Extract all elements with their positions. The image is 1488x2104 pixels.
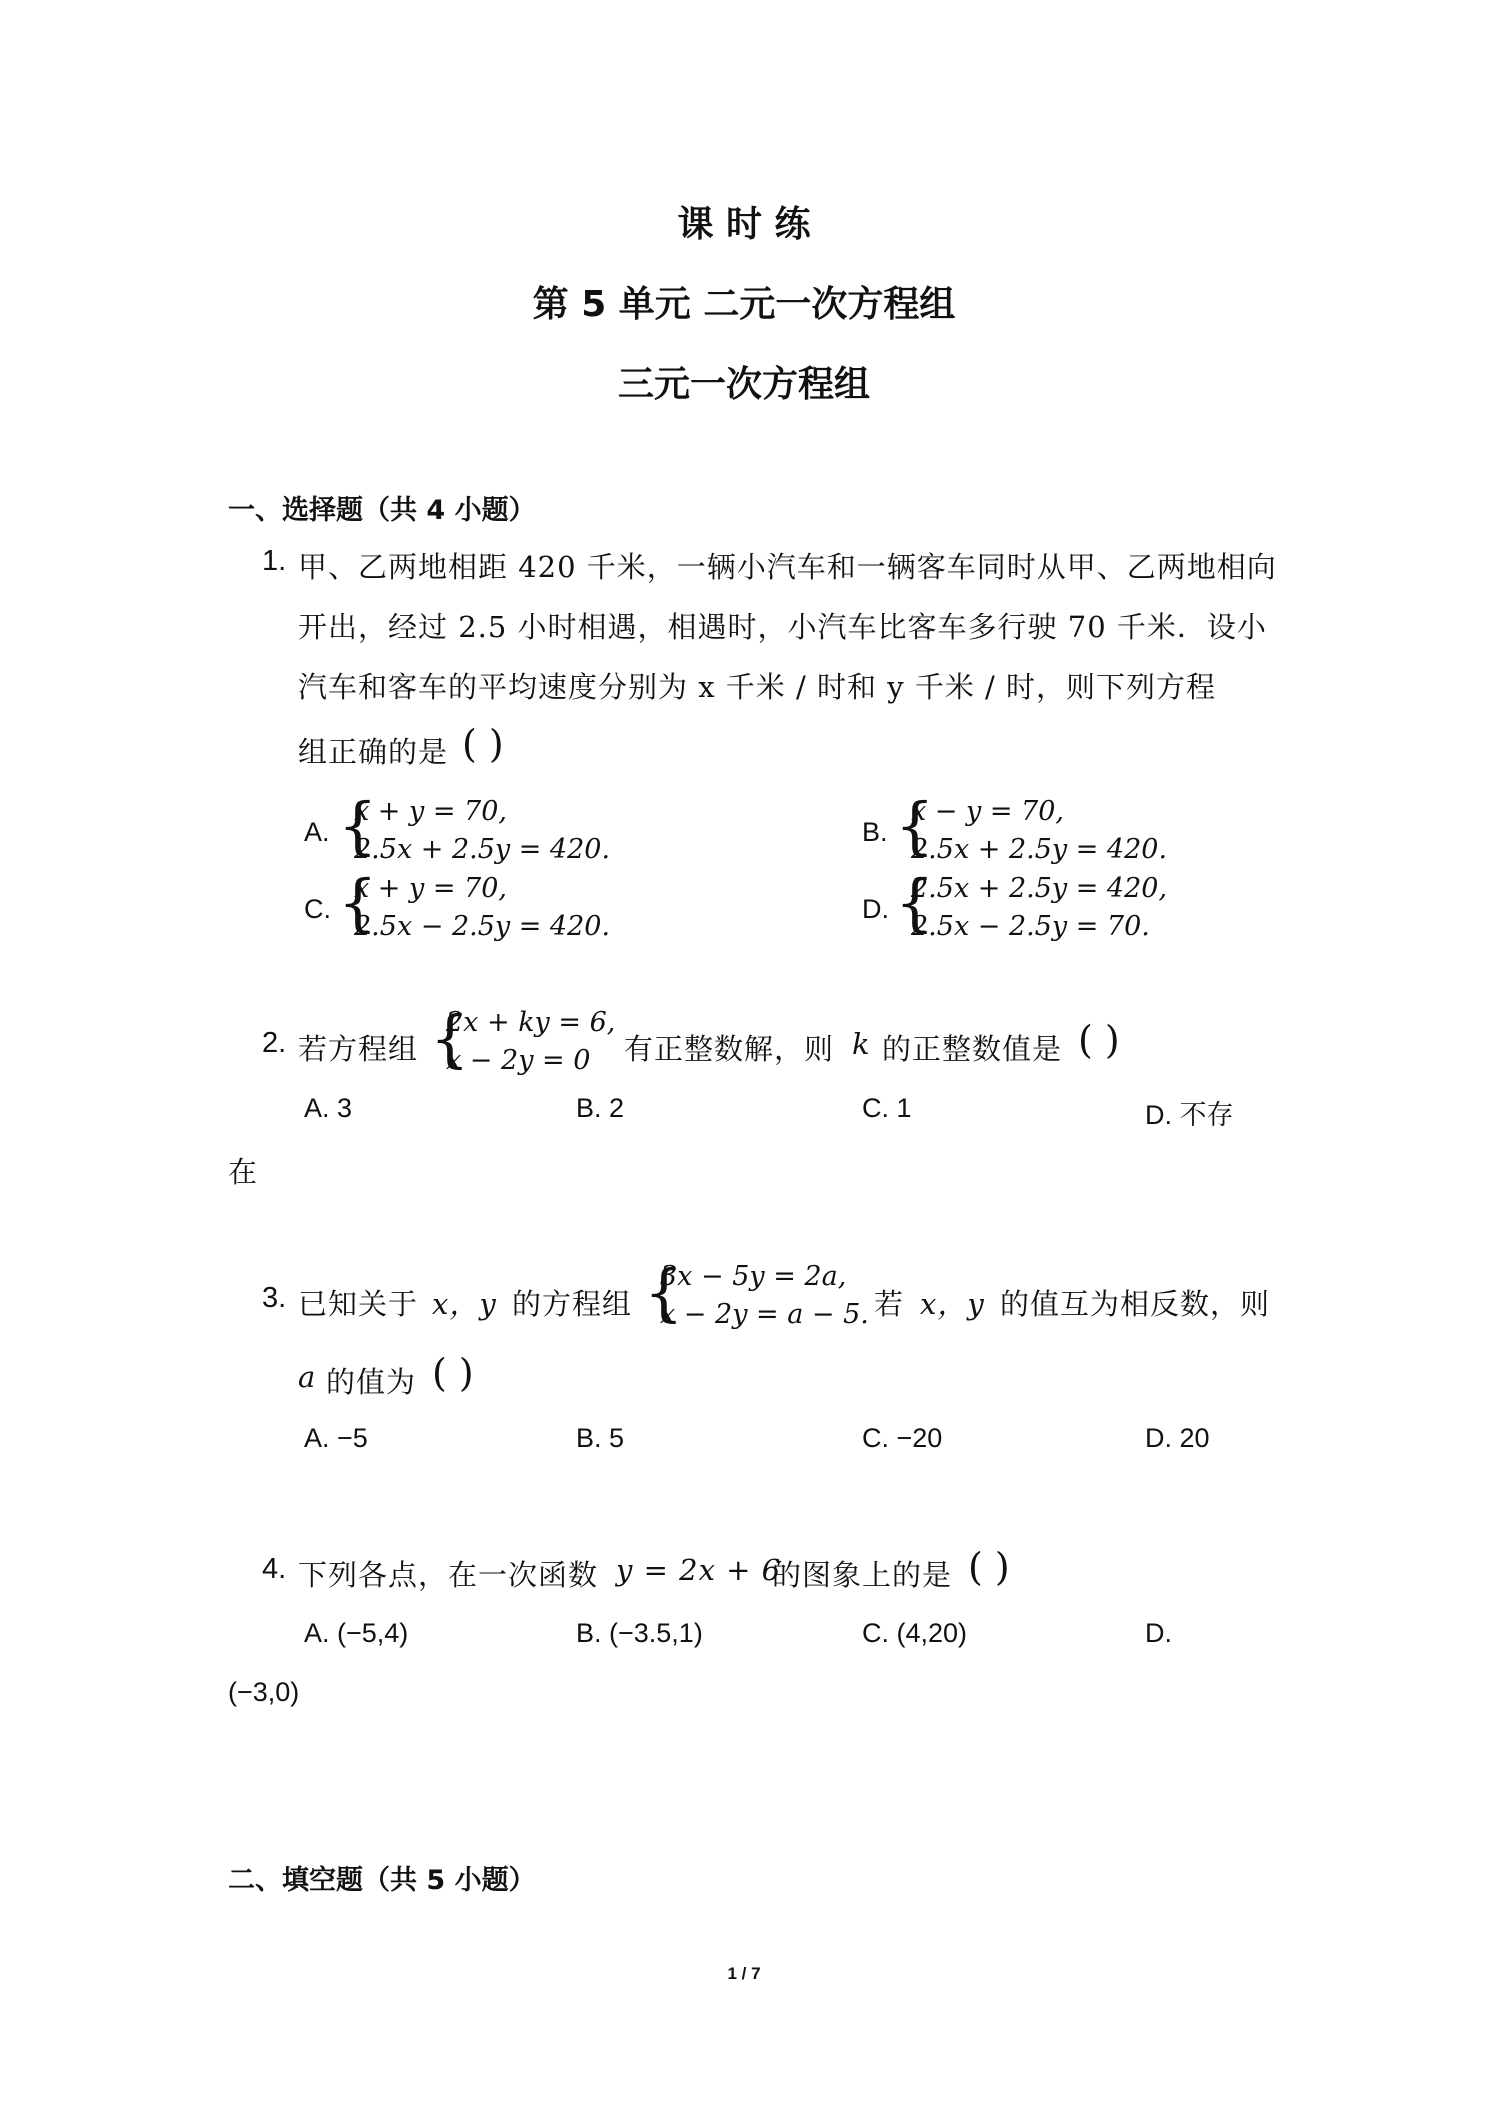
question-text: 的正整数值是 [882,1032,1063,1066]
option-a: A. −5 [304,1423,368,1453]
option-a: A. 3 [304,1093,353,1123]
answer-blank: ( ) [462,722,504,766]
equation-system: x + y = 70, 2.5x + 2.5y = 420. [354,796,611,865]
equation-system: x − y = 70, 2.5x + 2.5y = 420. [911,796,1168,865]
option-d: D. 不存 [1145,1100,1234,1130]
lesson-title: 三元一次方程组 [617,364,870,405]
unit-title: 第 5 单元 二元一次方程组 [532,284,956,325]
question-number: 1. [262,545,287,577]
answer-blank: ( ) [432,1351,474,1395]
equation-system: 2x + ky = 6, x − 2y = 0 [446,1007,616,1076]
question-number: 2. [262,1027,287,1059]
section-heading-choice: 一、选择题（共 4 小题） [228,495,536,526]
page-title: 课 时 练 [677,204,811,245]
option-c: C. (4,20) [862,1618,968,1648]
option-d: D. 20 [1145,1423,1210,1453]
option-label: A. [304,817,330,847]
option-b: B. (−3.5,1) [576,1618,703,1648]
question-text-line: 甲、乙两地相距 420 千米，一辆小汽车和一辆客车同时从甲、乙两地相向 [298,550,1277,584]
answer-blank: ( ) [1078,1018,1120,1062]
brace-icon: { [895,866,935,939]
question-text: 已知关于 [298,1287,419,1321]
option-c: C. 1 [862,1093,912,1123]
question-text: 有正整数解，则 [624,1032,835,1066]
question-number: 3. [262,1282,287,1314]
equation-system: 3x − 5y = 2a, x − 2y = a − 5. [660,1261,869,1330]
page-number: 1 / 7 [727,1964,761,1983]
question-text-line: 汽车和客车的平均速度分别为 x 千米 / 时和 y 千米 / 时，则下列方程 [298,670,1217,704]
option-label: C. [304,894,331,924]
question-text: 若 [874,1287,905,1321]
variable: a [298,1360,317,1394]
option-a: A. (−5,4) [304,1618,409,1648]
variables: x，y [432,1287,497,1321]
brace-icon: { [895,789,935,862]
question-text-line: 开出，经过 2.5 小时相遇，相遇时，小汽车比客车多行驶 70 千米．设小 [298,610,1267,644]
option-b: B. 5 [576,1423,625,1453]
question-text: 的方程组 [512,1287,633,1321]
question-text-line: 组正确的是 [298,735,449,769]
question-number: 4. [262,1553,287,1585]
section-heading-fill: 二、填空题（共 5 小题） [228,1865,536,1896]
question-text: 的值为 [326,1365,417,1399]
option-label: D. [862,894,889,924]
option-label: B. [862,817,888,847]
variable: k [852,1027,871,1061]
brace-icon: { [430,1002,470,1075]
question-text: 若方程组 [298,1032,419,1066]
question-text: 的图象上的是 [772,1558,953,1592]
equation-system: x + y = 70, 2.5x − 2.5y = 420. [354,873,611,942]
option-c: C. −20 [862,1423,943,1453]
brace-icon: { [644,1256,684,1329]
option-d-wrap: 在 [228,1155,259,1189]
brace-icon: { [338,866,378,939]
option-d-wrap: (−3,0) [228,1677,300,1707]
question-text: 下列各点，在一次函数 [298,1558,599,1592]
variables: x，y [920,1287,985,1321]
brace-icon: { [338,789,378,862]
option-d: D. [1145,1618,1172,1648]
answer-blank: ( ) [968,1545,1010,1589]
option-b: B. 2 [576,1093,625,1123]
question-text: 的值互为相反数，则 [1000,1287,1271,1321]
function-expression: y = 2x + 6 [616,1553,782,1587]
equation-system: 2.5x + 2.5y = 420, 2.5x − 2.5y = 70. [911,873,1168,942]
